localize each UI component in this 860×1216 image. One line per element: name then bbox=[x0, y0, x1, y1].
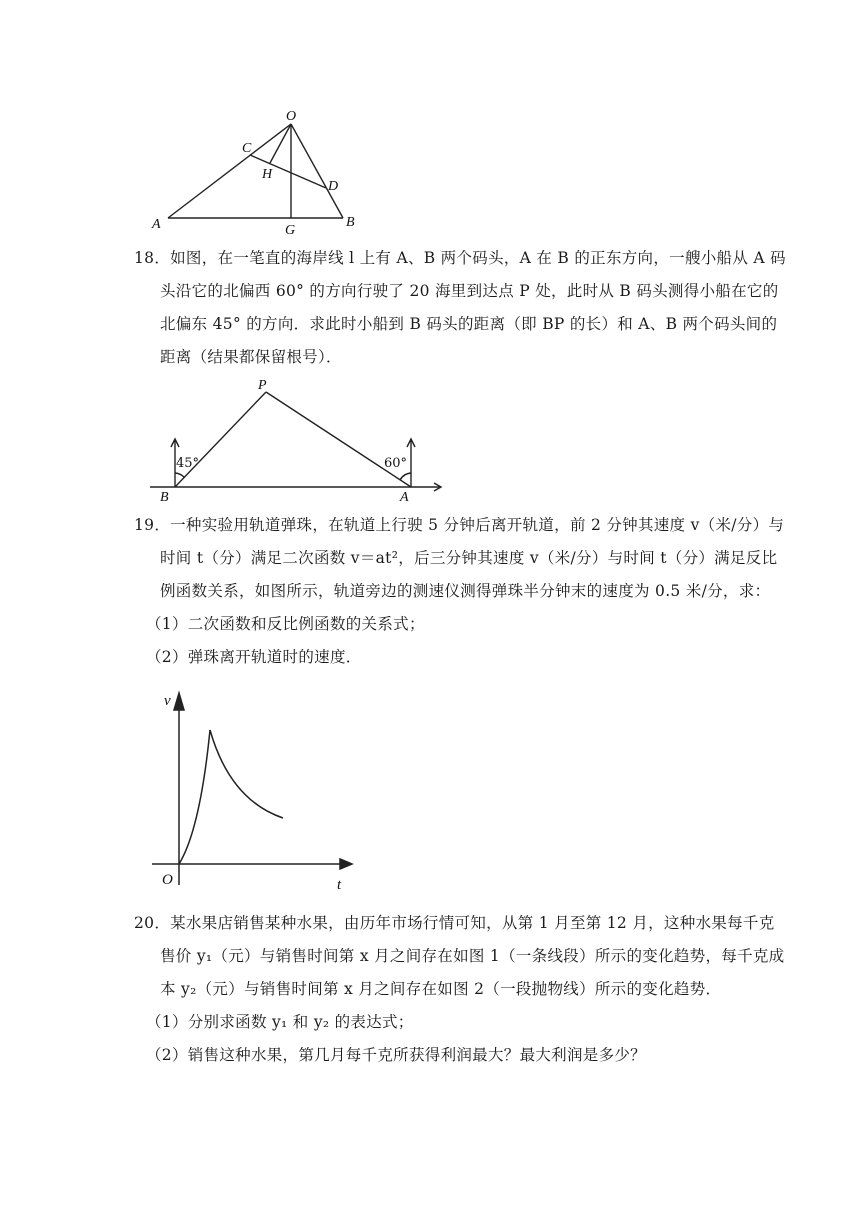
velocity-graph-q19 bbox=[145, 685, 360, 893]
label-p: P bbox=[258, 378, 267, 393]
label-origin: O bbox=[162, 872, 173, 888]
q20-line-2: 售价 y₁（元）与销售时间第 x 月之间存在如图 1（一条线段）所示的变化趋势，每千克成 bbox=[160, 947, 785, 965]
segment-pa bbox=[266, 392, 411, 487]
q18-number: 18． bbox=[134, 249, 171, 267]
q19-line-1 bbox=[134, 514, 784, 536]
coastline-figure-q18 bbox=[140, 378, 450, 504]
q19-text-1: 一种实验用轨道弹珠，在轨道上行驶 5 分钟后离开轨道，前 2 分钟其速度 v（米/分）与 bbox=[170, 516, 785, 534]
angle-label-60: 60° bbox=[384, 456, 408, 471]
label-d: D bbox=[328, 179, 339, 194]
label-h: H bbox=[262, 167, 273, 182]
parabola-curve bbox=[179, 730, 210, 864]
q20-line-1 bbox=[134, 912, 775, 934]
angle-arc-a bbox=[400, 473, 411, 480]
q18-text-1: 如图，在一笔直的海岸线 l 上有 A、B 两个码头，A 在 B 的正东方向，一艘小船从 A 码 bbox=[170, 249, 786, 267]
q19-sub-2: （2）弹珠离开轨道时的速度． bbox=[146, 648, 362, 666]
segment-ao bbox=[168, 124, 291, 218]
label-o: O bbox=[286, 109, 297, 124]
q20-text-1: 某水果店销售某种水果，由历年市场行情可知，从第 1 月至第 12 月，这种水果每千克 bbox=[170, 914, 775, 932]
v-axis-arrow bbox=[174, 693, 184, 710]
q19-line-3: 例函数关系，如图所示，轨道旁边的测速仪测得弹珠半分钟末的速度为 0.5 米/分，求： bbox=[160, 582, 771, 600]
segment-ob bbox=[291, 124, 343, 218]
q19-line-2: 时间 t（分）满足二次函数 v＝at²，后三分钟其速度 v（米/分）与时间 t（分）满足反比 bbox=[160, 549, 778, 567]
q19-sub-1: （1）二次函数和反比例函数的关系式； bbox=[146, 615, 425, 633]
label-b: B bbox=[346, 215, 355, 230]
angle-arc-b bbox=[175, 473, 184, 477]
hyperbola-curve bbox=[210, 730, 283, 818]
q20-line-3: 本 y₂（元）与销售时间第 x 月之间存在如图 2（一段抛物线）所示的变化趋势． bbox=[160, 980, 722, 998]
q18-line-1 bbox=[134, 247, 786, 269]
label-g: G bbox=[285, 223, 296, 238]
segment-bp bbox=[175, 392, 266, 487]
label-v: v bbox=[164, 693, 171, 709]
label-c: C bbox=[242, 141, 252, 156]
q18-line-2: 头沿它的北偏西 60° 的方向行驶了 20 海里到达点 P 处，此时从 B 码头测得小船在它的 bbox=[160, 282, 779, 300]
label-a: A bbox=[400, 490, 409, 504]
q19-number: 19． bbox=[134, 516, 171, 534]
label-b: B bbox=[160, 490, 169, 504]
q18-line-4: 距离（结果都保留根号）． bbox=[160, 348, 342, 366]
q20-sub-1: （1）分别求函数 y₁ 和 y₂ 的表达式； bbox=[146, 1013, 414, 1031]
triangle-figure-q17 bbox=[140, 102, 370, 238]
q20-sub-2: （2）销售这种水果，第几月每千克所获得利润最大？最大利润是多少？ bbox=[146, 1046, 646, 1064]
q20-number: 20． bbox=[134, 914, 171, 932]
angle-label-45: 45° bbox=[176, 456, 200, 471]
q18-line-3: 北偏东 45° 的方向．求此时小船到 B 码头的距离（即 BP 的长）和 A、B 两个码头间的 bbox=[160, 315, 778, 333]
label-t: t bbox=[337, 877, 342, 893]
segment-oh bbox=[270, 124, 291, 163]
t-axis-arrow bbox=[340, 859, 352, 869]
label-a: A bbox=[152, 217, 161, 232]
